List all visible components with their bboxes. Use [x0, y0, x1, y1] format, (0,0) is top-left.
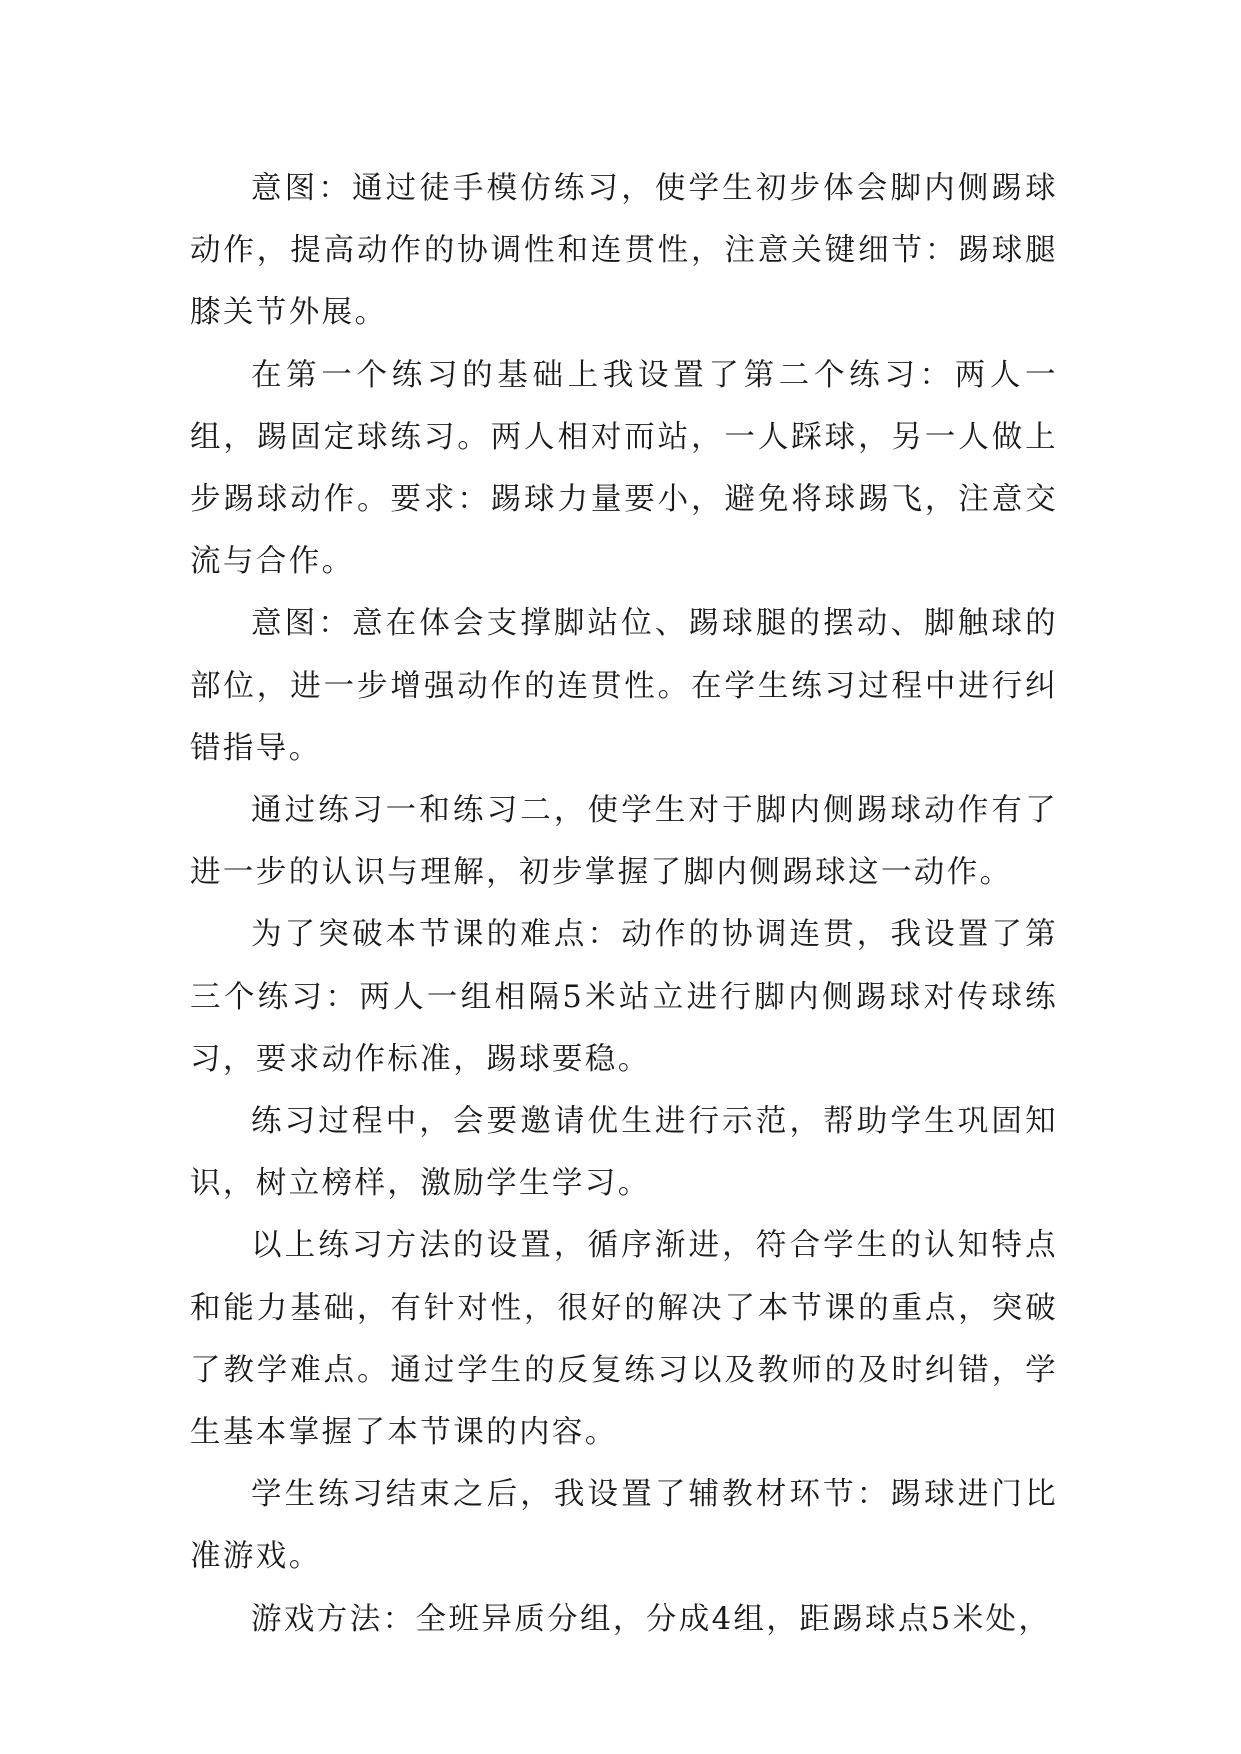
paragraph-demonstration: 练习过程中，会要邀请优生进行示范，帮助学生巩固知识，树立榜样，激励学生学习。	[190, 1104, 1058, 1202]
document-body	[190, 158, 1058, 1651]
paragraph-method-summary: 以上练习方法的设置，循序渐进，符合学生的认知特点和能力基础，有针对性，很好的解决了本节课的重点，突破了教学难点。通过学生的反复练习以及教师的及时纠错，学生基本掌握了本节课的内容。	[190, 1228, 1058, 1451]
paragraph-exercise-3: 为了突破本节课的难点：动作的协调连贯，我设置了第三个练习：两人一组相隔5米站立进行脚内侧踢球对传球练习，要求动作标准，踢球要稳。	[190, 917, 1058, 1077]
paragraph-auxiliary-game: 学生练习结束之后，我设置了辅教材环节：踢球进门比准游戏。	[190, 1477, 1058, 1575]
paragraph-summary-1-2: 通过练习一和练习二，使学生对于脚内侧踢球动作有了进一步的认识与理解，初步掌握了脚内侧踢球这一动作。	[190, 793, 1058, 891]
paragraph-game-method: 游戏方法：全班异质分组，分成4组，距踢球点5米处，	[251, 1601, 1052, 1637]
paragraph-intent-2: 意图：意在体会支撑脚站位、踢球腿的摆动、脚触球的部位，进一步增强动作的连贯性。在学生练习过程中进行纠错指导。	[190, 606, 1058, 766]
paragraph-exercise-2: 在第一个练习的基础上我设置了第二个练习：两人一组，踢固定球练习。两人相对而站，一人踩球，另一人做上步踢球动作。要求：踢球力量要小，避免将球踢飞，注意交流与合作。	[190, 357, 1058, 580]
paragraph-intent-1: 意图：通过徒手模仿练习，使学生初步体会脚内侧踢球动作，提高动作的协调性和连贯性，注意关键细节：踢球腿膝关节外展。	[190, 171, 1058, 331]
